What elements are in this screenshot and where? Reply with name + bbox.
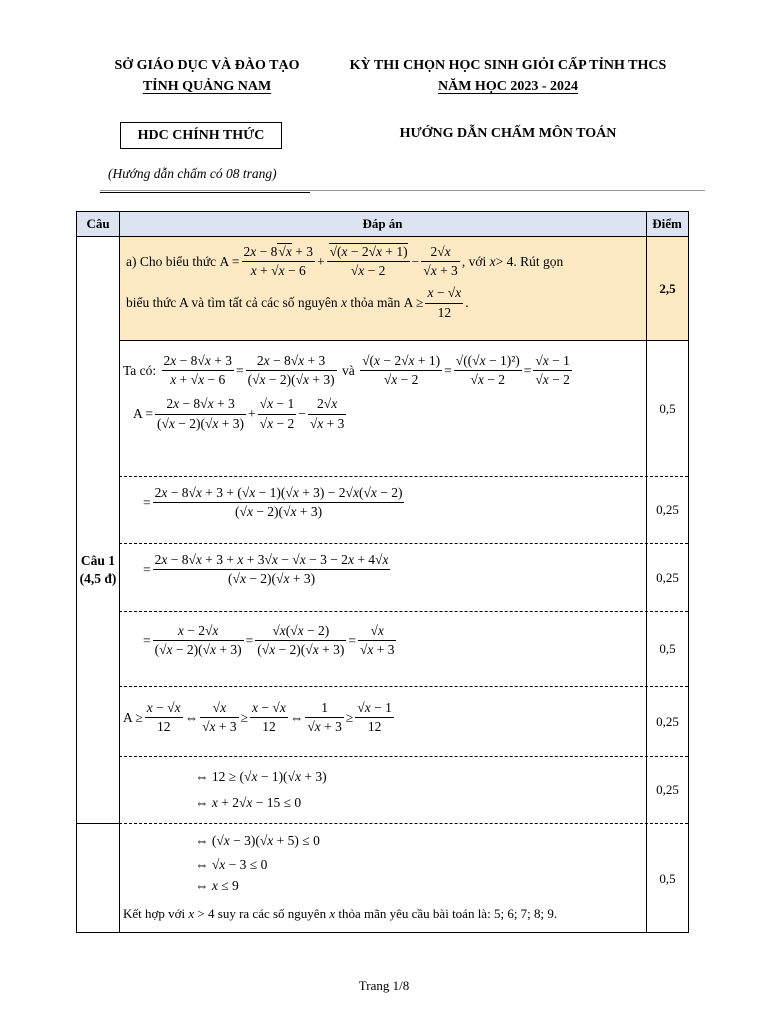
subject-title: HƯỚNG DẪN CHẤM MÔN TOÁN	[399, 126, 617, 141]
table-bottom-rule	[77, 932, 688, 933]
step-rule-3	[119, 611, 688, 612]
divider-long	[100, 190, 705, 191]
frac-3: $\frac{2√x}{√x + 3}$	[423, 244, 458, 279]
frac-1: $\frac{2x - 8√x + 3}{x + √x - 6}$	[243, 244, 313, 279]
school-year-label: NĂM HỌC 2023 - 2024	[438, 79, 578, 94]
step-4-points: 0,5	[659, 641, 676, 656]
province-label: TỈNH QUẢNG NAM	[142, 79, 272, 94]
problem-points: 2,5	[647, 237, 688, 340]
col-header-question: Câu	[77, 212, 119, 236]
step-1-line-1: Ta có: $\frac{2x - 8√x + 3}{x + √x - 6}$ = $\frac{2x - 8√x + 3}{(√x - 2)(√x + 3)}$ và $\frac{√(x - 2√x + 1)}{√x - 2}$ = $\frac{\text{√((√x − 1)²)}}{√x - 2}$ = $\frac{√x - 1}{√x - 2}$	[123, 353, 570, 388]
divider	[100, 192, 310, 193]
va-label: và	[341, 362, 355, 378]
conclusion-end: thỏa mãn yêu cầu bài toán là:	[338, 906, 491, 921]
problem-rule	[119, 340, 688, 341]
problem-statement	[120, 237, 646, 340]
pages-note: (Hướng dẫn chấm có 08 trang)	[108, 166, 277, 181]
conclusion: Kết hợp với x > 4 suy ra các số nguyên x thỏa mãn yêu cầu bài toán là: 5; 6; 7; 8; 9.	[123, 906, 558, 921]
problem-line2: biểu thức A và tìm tất cả các số nguyên	[126, 295, 338, 311]
frac-cond: $\frac{x - √x}{12}$	[427, 285, 462, 320]
problem-intro: a) Cho biểu thức	[126, 253, 217, 269]
step-7: ⇔ (√x − 3)(√x + 5) ≤ 0 ⇔ √x − 3 ≤ 0 ⇔ x ≤ 9	[195, 833, 320, 893]
step-5-points: 0,25	[656, 714, 679, 729]
col-header-points: Điểm	[646, 212, 688, 236]
grading-table	[76, 211, 689, 933]
step-5: A ≥ $\frac{x - √x}{12}$ ⇔ $\frac{√x}{√x + 3}$ ≥ $\frac{x - √x}{12}$ ⇔ $\frac{1}{√x + 3}$ ≥ $\frac{√x - 1}{12}$	[123, 700, 392, 735]
step-3-points: 0,25	[656, 570, 679, 585]
step-rule-4	[119, 686, 688, 687]
conclusion-start: Kết hợp với	[123, 906, 186, 921]
step-4: = $\frac{x - 2√x}{(√x - 2)(√x + 3)}$ = $\frac{√x(√x - 2)}{(√x - 2)(√x + 3)}$ = $\frac{√x}{√x + 3}$	[143, 623, 395, 658]
step-rule-2	[119, 543, 688, 544]
step-rule-1	[119, 476, 688, 477]
step-2: = $\frac{2x - 8√x + 3 + (√x - 1)(√x + 3) - 2√x(√x - 2)}{(√x - 2)(√x + 3)}$	[143, 485, 403, 520]
step-1-line-2: A = $\frac{2x - 8√x + 3}{(√x - 2)(√x + 3)}$ + $\frac{√x - 1}{√x - 2}$ − $\frac{2√x}{√x + 3}$	[133, 396, 345, 431]
step-rule-5	[119, 756, 688, 757]
step-rule-6	[119, 823, 688, 824]
school-year	[318, 79, 698, 95]
conclusion-mid: suy ra các số nguyên	[217, 906, 327, 921]
problem-line2b: thỏa mãn	[350, 295, 401, 311]
step-7-points: 0,5	[659, 871, 676, 886]
question-cell	[77, 552, 119, 588]
step-1-points: 0,5	[659, 401, 676, 416]
problem-line-1: a) Cho biểu thức A = $\frac{2x - 8√x + 3}{x + √x - 6}$ + $\frac{√(x - 2√x + 1)}{√x - 2}$ − $\frac{2√x}{√x + 3}$ , với x > 4 . Rút gọn	[126, 243, 640, 280]
problem-simplify: . Rút gọn	[513, 253, 564, 269]
problem-line-2: biểu thức A và tìm tất cả các số nguyên x thỏa mãn A ≥ $\frac{x - √x}{12}$ .	[126, 284, 640, 321]
step-2-points: 0,25	[656, 502, 679, 517]
province-name	[92, 79, 322, 95]
dept-name: SỞ GIÁO DỤC VÀ ĐÀO TẠO	[114, 58, 300, 73]
question-label: Câu 1	[80, 553, 116, 568]
ta-co-label: Ta có:	[123, 362, 157, 378]
problem-cond: , với	[461, 253, 487, 269]
step-6: ⇔ 12 ≥ (√x − 1)(√x + 3) ⇔ x + 2√x − 15 ≤ 0	[195, 769, 327, 810]
question-points: (4,5 đ)	[79, 571, 117, 586]
step-6-points: 0,25	[656, 782, 679, 797]
exam-title: KỲ THI CHỌN HỌC SINH GIỎI CẤP TỈNH THCS	[349, 58, 667, 73]
question-page-break	[77, 823, 119, 824]
official-badge: HDC CHÍNH THỨC	[120, 122, 282, 149]
step-3: = $\frac{2x - 8√x + 3 + x + 3√x - √x - 3 - 2x + 4√x}{(√x - 2)(√x + 3)}$	[143, 552, 389, 587]
page-number: Trang 1/8	[358, 978, 410, 993]
col-header-answer: Đáp án	[119, 212, 646, 236]
frac-2: $\frac{√(x - 2√x + 1)}{√x - 2}$	[327, 243, 410, 280]
step-1	[123, 352, 643, 433]
answer-set: 5; 6; 7; 8; 9.	[493, 906, 558, 921]
